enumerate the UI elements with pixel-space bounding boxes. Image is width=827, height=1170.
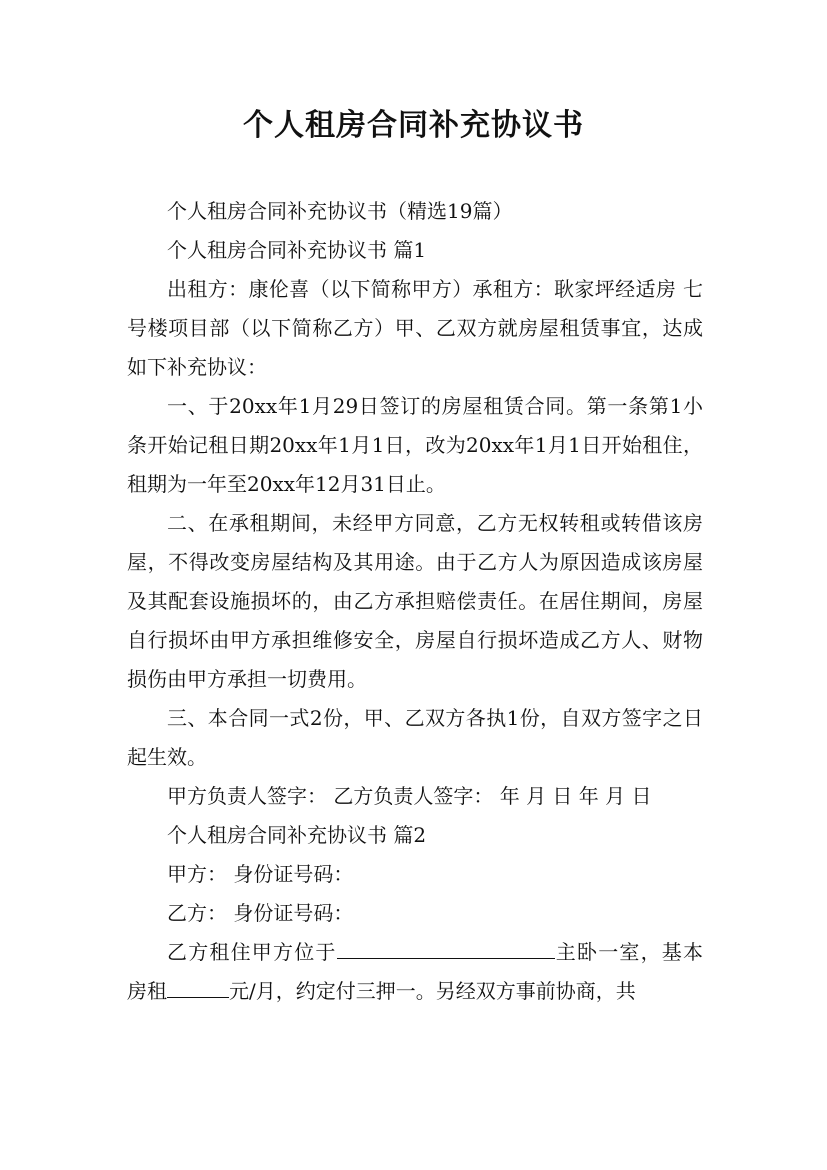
- parties-paragraph: 出租方：康伦喜（以下简称甲方）承租方：耿家坪经适房 七号楼项目部（以下简称乙方）甲、乙双方就房屋租赁事宜，达成如下补充协议：: [127, 277, 703, 379]
- clause-1: 一、于20xx年1月29日签订的房屋租赁合同。第一条第1小条开始记租日期20xx年1月1日，改为20xx年1月1日开始租住，租期为一年至20xx年12月31日止。: [127, 394, 703, 496]
- rent-text-part1: 乙方租住甲方位于: [167, 940, 337, 964]
- rent-paragraph: [127, 933, 703, 1011]
- document-subtitle: 个人租房合同补充协议书（精选19篇）: [167, 199, 513, 223]
- address-blank: [337, 936, 555, 959]
- section-heading-2: 个人租房合同补充协议书 篇2: [167, 823, 427, 847]
- document-title: 个人租房合同补充协议书: [243, 108, 584, 143]
- document-body: [127, 192, 703, 1011]
- signature-line: 甲方负责人签字： 乙方负责人签字： 年 月 日 年 月 日: [167, 784, 652, 808]
- section-heading-1: 个人租房合同补充协议书 篇1: [167, 238, 427, 262]
- rent-text-part3: 元/月，约定付三押一。另经双方事前协商，共: [229, 979, 636, 1003]
- party-b-line: 乙方： 身份证号码：: [167, 901, 354, 925]
- clause-2: 二、在承租期间，未经甲方同意，乙方无权转租或转借该房屋，不得改变房屋结构及其用途。由于乙方人为原因造成该房屋及其配套设施损坏的，由乙方承担赔偿责任。在居住期间，房屋自行损坏由甲方承担维修安全，房屋自行损坏造成乙方人、财物损伤由甲方承担一切费用。: [127, 511, 703, 691]
- party-a-line: 甲方： 身份证号码：: [167, 862, 354, 886]
- clause-3: 三、本合同一式2份，甲、乙双方各执1份，自双方签字之日起生效。: [127, 706, 703, 769]
- rent-text-part2: 主卧一室，基本房租: [127, 940, 704, 1003]
- rent-amount-blank: [167, 975, 229, 998]
